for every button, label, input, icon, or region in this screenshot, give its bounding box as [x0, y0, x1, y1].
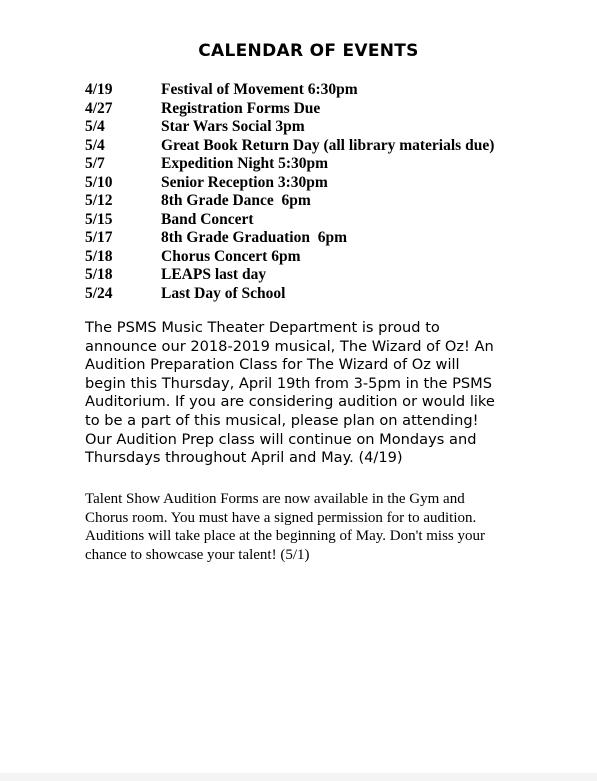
- event-date: 5/17: [85, 229, 113, 246]
- event-row: [85, 211, 565, 230]
- notice-line: announce our 2018-2019 musical, The Wizard of Oz! An: [85, 337, 494, 355]
- event-name: LEAPS last day: [161, 266, 267, 283]
- event-name: 8th Grade Graduation 6pm: [161, 229, 348, 246]
- event-name: 8th Grade Dance 6pm: [161, 192, 311, 209]
- event-date: 5/10: [85, 173, 113, 191]
- event-row: [85, 137, 565, 156]
- notice-line: to be a part of this musical, please plan on attending!: [85, 411, 479, 429]
- event-name: Great Book Return Day (all library materials due): [161, 136, 495, 154]
- event-date: 5/24: [85, 284, 113, 302]
- event-name: Senior Reception 3:30pm: [161, 173, 328, 191]
- notice-line: Chorus room. You must have a signed permission for to audition.: [85, 509, 477, 526]
- event-row: [85, 229, 565, 248]
- event-name: Star Wars Social 3pm: [161, 118, 305, 135]
- notice-line: Auditorium. If you are considering audition or would like: [85, 393, 495, 411]
- event-date: 5/18: [85, 247, 113, 265]
- event-name: Registration Forms Due: [161, 99, 321, 117]
- event-row: [85, 174, 565, 193]
- event-date: 5/12: [85, 192, 113, 209]
- page-bottom-edge: [0, 773, 597, 781]
- event-row: [85, 118, 565, 137]
- event-date: 5/4: [85, 118, 105, 135]
- event-row: [85, 248, 565, 267]
- music-theater-notice: [85, 319, 555, 468]
- event-row: [85, 285, 565, 304]
- event-name: Expedition Night 5:30pm: [161, 155, 329, 172]
- event-row: [85, 100, 565, 119]
- notice-line: chance to showcase your talent! (5/1): [85, 546, 310, 563]
- notice-line: Talent Show Audition Forms are now available in the Gym and: [85, 491, 465, 507]
- event-row: [85, 81, 565, 100]
- event-date: 4/27: [85, 99, 113, 117]
- event-row: [85, 266, 565, 285]
- notice-line: The PSMS Music Theater Department is proud to: [85, 319, 440, 336]
- event-name: Festival of Movement 6:30pm: [161, 81, 358, 98]
- event-name: Chorus Concert 6pm: [161, 247, 301, 265]
- notice-line: Our Audition Prep class will continue on Mondays and: [85, 430, 477, 448]
- event-name: Band Concert: [161, 210, 254, 228]
- page-title: CALENDAR OF EVENTS: [198, 41, 419, 61]
- event-date: 5/18: [85, 266, 113, 283]
- event-date: 5/4: [85, 136, 105, 154]
- notice-line: begin this Thursday, April 19th from 3-5pm in the PSMS: [85, 374, 493, 392]
- event-date: 5/7: [85, 155, 105, 172]
- events-list: [85, 81, 565, 303]
- event-row: [85, 192, 565, 211]
- talent-show-notice: [85, 490, 545, 564]
- notice-line: Audition Preparation Class for The Wizard of Oz will: [85, 356, 460, 374]
- notice-line: Auditions will take place at the beginning of May. Don't miss your: [85, 528, 485, 544]
- notice-line: Thursdays throughout April and May. (4/19): [85, 449, 403, 467]
- event-date: 5/15: [85, 210, 113, 228]
- event-date: 4/19: [85, 81, 113, 98]
- event-row: [85, 155, 565, 174]
- event-name: Last Day of School: [161, 284, 286, 302]
